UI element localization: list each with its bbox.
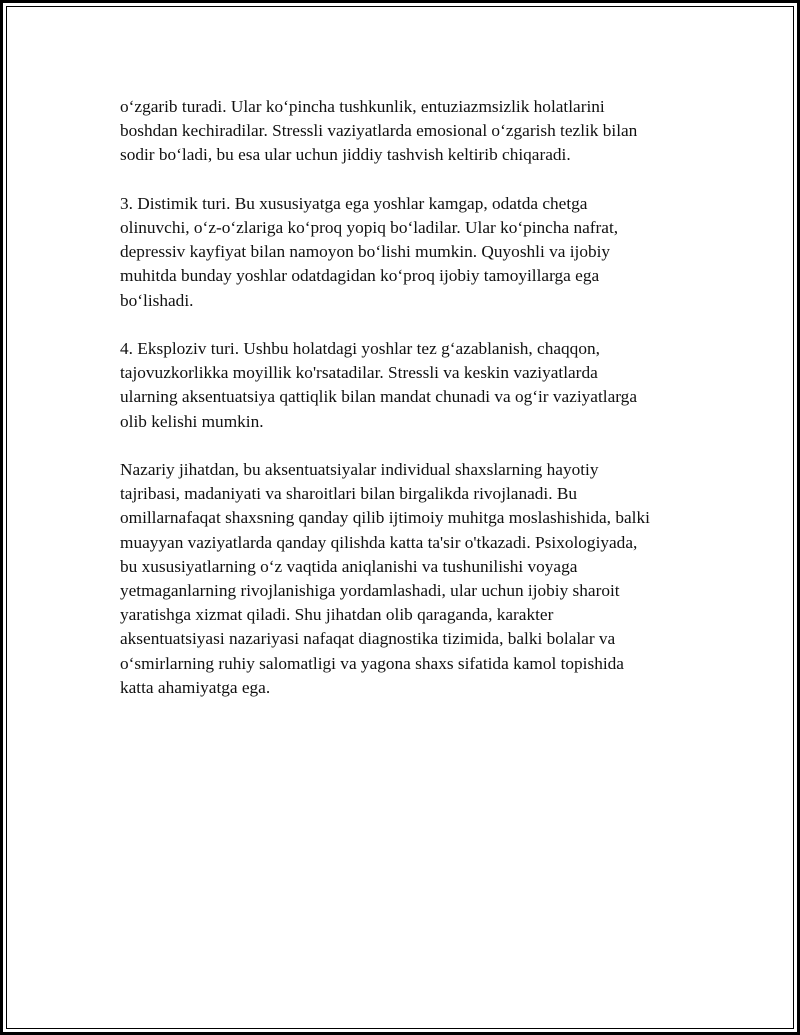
paragraph-eksploziv-type: 4. Eksploziv turi. Ushbu holatdagi yoshlar tez g‘azablanish, chaqqon, tajovuzkorlikka moyillik ko'rsatadilar. Stressli va keskin vaziyatlarda ularning aksentuatsiya qattiqlik bilan mandat chunadi va og‘ir vaziyatlarga olib kelishi mumkin. xyxy=(120,339,637,431)
paragraph-theory-conclusion: Nazariy jihatdan, bu aksentuatsiyalar individual shaxslarning hayotiy tajribasi, madaniyati va sharoitlari bilan birgalikda rivojlanadi. Bu omillarnafaqat shaxsning qanday qilib ijtimoiy muhitga moslashishida, balki muayyan vaziyatlarda qanday qilishda katta ta'sir o'tkazadi. Psixologiyada, bu xususiyatlarning o‘z vaqtida aniqlanishi va tushunilishi voyaga yetmaganlarning rivojlanishiga yordamlashadi, ular uchun ijobiy sharoit yaratishga xizmat qiladi. Shu jihatdan olib qaraganda, karakter aksentuatsiyasi nazariyasi nafaqat diagnostika tizimida, balki bolalar va o‘smirlarning ruhiy salomatligi va yagona shaxs sifatida kamol topishida katta ahamiyatga ega. xyxy=(120,460,650,697)
paragraph-emotional-change: o‘zgarib turadi. Ular ko‘pincha tushkunlik, entuziazmsizlik holatlarini boshdan kechiradilar. Stressli vaziyatlarda emosional o‘zgarish tezlik bilan sodir bo‘ladi, bu esa ular uchun jiddiy tashvish keltirib chiqaradi. xyxy=(120,97,638,165)
paragraph-distimik-type: 3. Distimik turi. Bu xususiyatga ega yoshlar kamgap, odatda chetga olinuvchi, o‘z-o‘zlariga ko‘proq yopiq bo‘ladilar. Ular ko‘pincha nafrat, depressiv kayfiyat bilan namoyon bo‘lishi mumkin. Quyoshli va ijobiy muhitda bunday yoshlar odatdagidan ko‘proq ijobiy tamoyillarga ega bo‘lishadi. xyxy=(120,193,619,310)
document-body xyxy=(120,95,720,700)
